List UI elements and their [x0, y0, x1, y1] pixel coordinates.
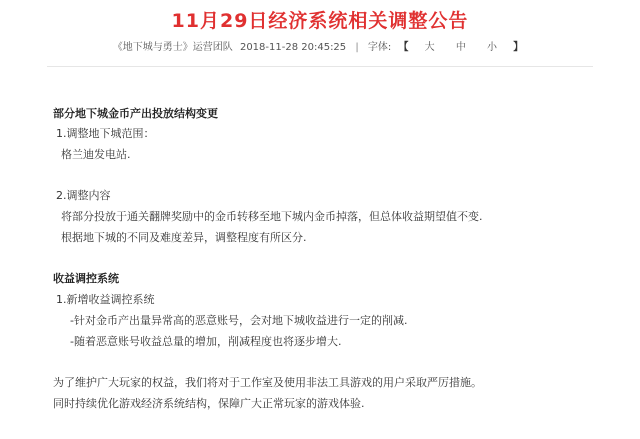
closing-text-2: 同时持续优化游戏经济系统结构，保障广大正常玩家的游戏体验.: [53, 397, 365, 410]
font-size-medium-button[interactable]: 中: [455, 42, 466, 53]
section2-item1-text2: -随着恶意账号收益总量的增加，削减程度也将逐步增大.: [70, 335, 342, 348]
section1-item1-title: 1.调整地下城范围：: [56, 127, 155, 140]
section1-item2-text1: 将部分投放于通关翻牌奖励中的金币转移至地下城内金币掉落，但总体收益期望值不变.: [61, 210, 483, 223]
section1-item2-text2: 根据地下城的不同及难度差异，调整程度有所区分.: [61, 231, 307, 244]
font-size-large-button[interactable]: 大: [424, 42, 435, 53]
title-divider: [47, 66, 593, 67]
bracket-open: 【: [398, 42, 409, 53]
section-heading-dungeon-gold: 部分地下城金币产出投放结构变更: [53, 107, 218, 120]
section1-item1-text: 格兰迪发电站.: [61, 148, 131, 161]
font-size-small-button[interactable]: 小: [487, 42, 498, 53]
font-size-label: 字体:: [367, 42, 392, 53]
article-datetime: 2018-11-28 20:45:25: [239, 42, 347, 53]
bracket-close: 】: [513, 42, 524, 53]
section2-item1-text1: -针对金币产出量异常高的恶意账号，会对地下城收益进行一定的削减.: [70, 314, 408, 327]
article-meta: [0, 41, 640, 55]
article-source: 《地下城与勇士》运营团队: [112, 42, 233, 53]
page-title: 11月29日经济系统相关调整公告: [171, 10, 469, 32]
section-heading-revenue-control: 收益调控系统: [53, 272, 119, 285]
closing-text-1: 为了维护广大玩家的权益，我们将对于工作室及使用非法工具游戏的用户采取严厉措施。: [53, 376, 482, 389]
section1-item2-title: 2.调整内容: [56, 189, 111, 202]
meta-separator: |: [355, 42, 359, 53]
section2-item1-title: 1.新增收益调控系统: [56, 293, 155, 306]
